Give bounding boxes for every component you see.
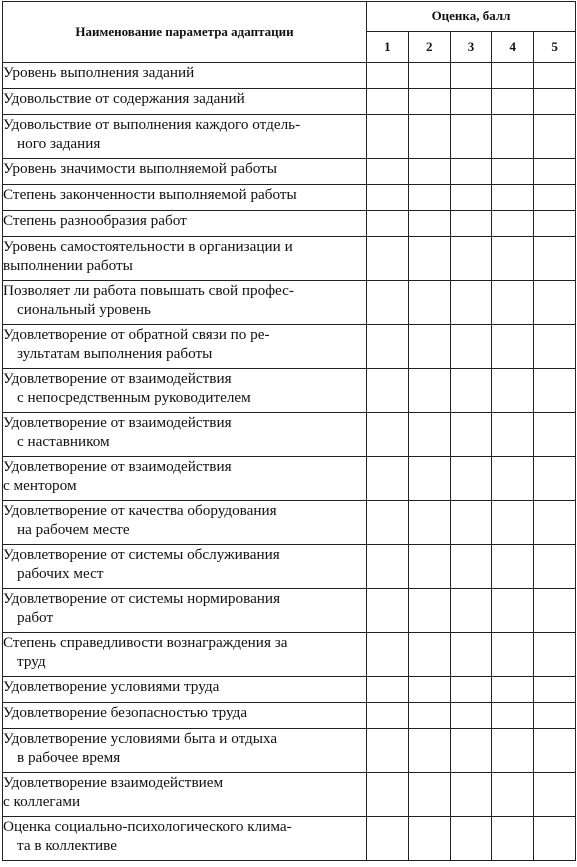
table-row (3, 237, 576, 281)
score-cell-5[interactable] (534, 703, 576, 729)
score-cell-1[interactable] (367, 457, 409, 501)
parameter-name-text: Уровень самостоятельности в организации и (3, 238, 293, 255)
score-cell-2[interactable] (408, 211, 450, 237)
score-cell-2[interactable] (408, 633, 450, 677)
table-row (3, 159, 576, 185)
score-header-1: 1 (367, 31, 409, 62)
score-cell-2[interactable] (408, 545, 450, 589)
score-cell-1[interactable] (367, 729, 409, 773)
score-cell-2[interactable] (408, 281, 450, 325)
parameter-name-text: ного задания (17, 135, 101, 152)
parameter-name-cell (3, 237, 367, 281)
score-cell-3[interactable] (450, 413, 492, 457)
score-cell-2[interactable] (408, 677, 450, 703)
score-cell-5[interactable] (534, 237, 576, 281)
parameter-name-text: Удовольствие от содержания заданий (3, 90, 245, 107)
score-cell-3[interactable] (450, 589, 492, 633)
table-row (3, 817, 576, 861)
score-cell-5[interactable] (534, 115, 576, 159)
score-cell-2[interactable] (408, 817, 450, 861)
score-cell-5[interactable] (534, 501, 576, 545)
score-cell-4[interactable] (492, 369, 534, 413)
parameter-name-text: выполнении работы (3, 257, 133, 274)
parameter-name-text: Степень законченности выполняемой работы (3, 186, 297, 203)
table-row (3, 185, 576, 211)
score-cell-2[interactable] (408, 89, 450, 115)
parameter-name-cell (3, 633, 367, 677)
score-cell-5[interactable] (534, 729, 576, 773)
parameter-name-text: труд (17, 653, 46, 670)
score-cell-3[interactable] (450, 545, 492, 589)
parameter-name-cell (3, 89, 367, 115)
score-cell-4[interactable] (492, 677, 534, 703)
score-cell-4[interactable] (492, 703, 534, 729)
score-header-2: 2 (408, 31, 450, 62)
score-cell-4[interactable] (492, 545, 534, 589)
parameter-name-text: с наставником (17, 433, 110, 450)
table-row (3, 703, 576, 729)
parameter-name-cell (3, 817, 367, 861)
parameter-name-text: Удовлетворение взаимодействием (3, 774, 224, 791)
parameter-name-cell (3, 115, 367, 159)
score-cell-3[interactable] (450, 281, 492, 325)
parameter-name-cell (3, 211, 367, 237)
score-cell-4[interactable] (492, 325, 534, 369)
score-cell-5[interactable] (534, 633, 576, 677)
table-row (3, 457, 576, 501)
score-cell-1[interactable] (367, 185, 409, 211)
score-cell-2[interactable] (408, 185, 450, 211)
score-cell-2[interactable] (408, 413, 450, 457)
score-cell-2[interactable] (408, 115, 450, 159)
score-cell-1[interactable] (367, 281, 409, 325)
score-cell-3[interactable] (450, 677, 492, 703)
table-row (3, 369, 576, 413)
score-cell-5[interactable] (534, 413, 576, 457)
parameter-name-text: Степень справедливости вознаграждения за (3, 634, 288, 651)
parameter-name-cell (3, 413, 367, 457)
score-header-4: 4 (492, 31, 534, 62)
parameter-name-text: с коллегами (3, 793, 81, 810)
score-cell-4[interactable] (492, 501, 534, 545)
score-cell-4[interactable] (492, 773, 534, 817)
score-cell-2[interactable] (408, 159, 450, 185)
parameter-name-text: Удовлетворение от обратной связи по ре- (3, 326, 270, 343)
score-cell-3[interactable] (450, 729, 492, 773)
score-cell-3[interactable] (450, 63, 492, 89)
table-row (3, 281, 576, 325)
table-row (3, 677, 576, 703)
score-cell-4[interactable] (492, 589, 534, 633)
score-cell-1[interactable] (367, 817, 409, 861)
score-cell-2[interactable] (408, 589, 450, 633)
parameter-name-cell (3, 545, 367, 589)
table-body (3, 63, 576, 861)
score-cell-4[interactable] (492, 281, 534, 325)
score-cell-3[interactable] (450, 159, 492, 185)
table-row (3, 501, 576, 545)
score-cell-3[interactable] (450, 325, 492, 369)
parameter-name-text: с непосредственным руководителем (17, 389, 251, 406)
table-row (3, 545, 576, 589)
score-cell-5[interactable] (534, 185, 576, 211)
score-cell-2[interactable] (408, 501, 450, 545)
score-cell-2[interactable] (408, 457, 450, 501)
score-cell-4[interactable] (492, 211, 534, 237)
score-header-3: 3 (450, 31, 492, 62)
table-row (3, 211, 576, 237)
parameter-name-cell (3, 677, 367, 703)
table-row (3, 729, 576, 773)
score-cell-1[interactable] (367, 89, 409, 115)
score-cell-1[interactable] (367, 369, 409, 413)
parameter-name-text: с ментором (3, 477, 77, 494)
parameter-name-text: в рабочее время (17, 749, 121, 766)
parameter-name-cell (3, 773, 367, 817)
score-cell-4[interactable] (492, 457, 534, 501)
parameter-name-text: Степень разнообразия работ (3, 212, 187, 229)
parameter-name-cell (3, 501, 367, 545)
score-cell-4[interactable] (492, 115, 534, 159)
parameter-name-text: Позволяет ли работа повышать свой профес- (3, 282, 294, 299)
parameter-name-text: зультатам выполнения работы (17, 345, 213, 362)
table-row (3, 63, 576, 89)
parameter-name-text: работ (17, 609, 54, 626)
score-cell-5[interactable] (534, 159, 576, 185)
score-cell-2[interactable] (408, 325, 450, 369)
score-cell-1[interactable] (367, 501, 409, 545)
score-cell-3[interactable] (450, 237, 492, 281)
score-cell-1[interactable] (367, 545, 409, 589)
score-cell-5[interactable] (534, 817, 576, 861)
table-row (3, 115, 576, 159)
score-cell-5[interactable] (534, 773, 576, 817)
score-cell-4[interactable] (492, 633, 534, 677)
parameter-name-text: Удовлетворение от качества оборудования (3, 502, 277, 519)
score-cell-4[interactable] (492, 63, 534, 89)
parameter-name-text: Удовлетворение условиями труда (3, 678, 220, 695)
score-cell-4[interactable] (492, 729, 534, 773)
score-cell-5[interactable] (534, 369, 576, 413)
score-cell-5[interactable] (534, 89, 576, 115)
score-cell-3[interactable] (450, 773, 492, 817)
adaptation-rating-table (2, 1, 576, 861)
score-column-header: Оценка, балл (367, 2, 576, 32)
score-cell-1[interactable] (367, 63, 409, 89)
parameter-name-text: Уровень значимости выполняемой работы (3, 160, 277, 177)
score-cell-1[interactable] (367, 325, 409, 369)
parameter-name-cell (3, 185, 367, 211)
table-row (3, 773, 576, 817)
score-cell-5[interactable] (534, 589, 576, 633)
score-cell-1[interactable] (367, 237, 409, 281)
score-header-5: 5 (534, 31, 576, 62)
parameter-name-text: Удовлетворение условиями быта и отдыха (3, 730, 278, 747)
parameter-name-text: Оценка социально-психологического клима- (3, 818, 292, 835)
parameter-name-text: Удовлетворение от взаимодействия (3, 458, 232, 475)
score-cell-3[interactable] (450, 185, 492, 211)
score-cell-3[interactable] (450, 703, 492, 729)
score-cell-4[interactable] (492, 159, 534, 185)
score-cell-3[interactable] (450, 211, 492, 237)
score-cell-2[interactable] (408, 773, 450, 817)
score-cell-1[interactable] (367, 633, 409, 677)
parameter-name-text: Удовлетворение от взаимодействия (3, 414, 232, 431)
score-cell-2[interactable] (408, 729, 450, 773)
parameter-name-text: Удовлетворение от системы обслуживания (3, 546, 280, 563)
score-cell-1[interactable] (367, 589, 409, 633)
parameter-column-header: Наименование параметра адаптации (3, 2, 367, 63)
parameter-name-cell (3, 703, 367, 729)
table-header (3, 2, 576, 63)
table-row (3, 633, 576, 677)
table-row (3, 589, 576, 633)
parameter-name-cell (3, 63, 367, 89)
parameter-name-text: Удовлетворение безопасностью труда (3, 704, 248, 721)
parameter-name-text: Уровень выполнения заданий (3, 64, 195, 81)
score-cell-5[interactable] (534, 677, 576, 703)
parameter-name-cell (3, 281, 367, 325)
table-row (3, 89, 576, 115)
score-cell-5[interactable] (534, 457, 576, 501)
score-cell-2[interactable] (408, 703, 450, 729)
parameter-name-text: рабочих мест (17, 565, 104, 582)
score-cell-4[interactable] (492, 413, 534, 457)
score-cell-1[interactable] (367, 773, 409, 817)
score-cell-5[interactable] (534, 211, 576, 237)
parameter-name-text: Удовольствие от выполнения каждого отдель- (3, 116, 301, 133)
parameter-name-cell (3, 729, 367, 773)
table-row (3, 325, 576, 369)
table-row (3, 413, 576, 457)
parameter-name-text: Удовлетворение от взаимодействия (3, 370, 232, 387)
score-cell-5[interactable] (534, 545, 576, 589)
score-cell-4[interactable] (492, 185, 534, 211)
parameter-name-cell (3, 325, 367, 369)
parameter-name-text: та в коллективе (17, 837, 117, 854)
score-cell-4[interactable] (492, 237, 534, 281)
parameter-name-text: Удовлетворение от системы нормирования (3, 590, 281, 607)
score-cell-3[interactable] (450, 115, 492, 159)
parameter-name-cell (3, 369, 367, 413)
score-cell-1[interactable] (367, 159, 409, 185)
score-cell-3[interactable] (450, 817, 492, 861)
score-cell-3[interactable] (450, 633, 492, 677)
score-cell-5[interactable] (534, 63, 576, 89)
score-cell-1[interactable] (367, 115, 409, 159)
score-cell-1[interactable] (367, 677, 409, 703)
score-cell-3[interactable] (450, 89, 492, 115)
score-cell-5[interactable] (534, 281, 576, 325)
score-cell-1[interactable] (367, 413, 409, 457)
score-cell-2[interactable] (408, 237, 450, 281)
score-cell-4[interactable] (492, 817, 534, 861)
parameter-name-text: на рабочем месте (17, 521, 130, 538)
parameter-name-cell (3, 589, 367, 633)
score-cell-1[interactable] (367, 703, 409, 729)
score-cell-5[interactable] (534, 325, 576, 369)
score-cell-1[interactable] (367, 211, 409, 237)
score-cell-2[interactable] (408, 369, 450, 413)
score-cell-2[interactable] (408, 63, 450, 89)
score-cell-3[interactable] (450, 457, 492, 501)
parameter-name-cell (3, 159, 367, 185)
parameter-name-cell (3, 457, 367, 501)
parameter-name-text: сиональный уровень (17, 301, 151, 318)
score-cell-3[interactable] (450, 501, 492, 545)
score-cell-3[interactable] (450, 369, 492, 413)
score-cell-4[interactable] (492, 89, 534, 115)
